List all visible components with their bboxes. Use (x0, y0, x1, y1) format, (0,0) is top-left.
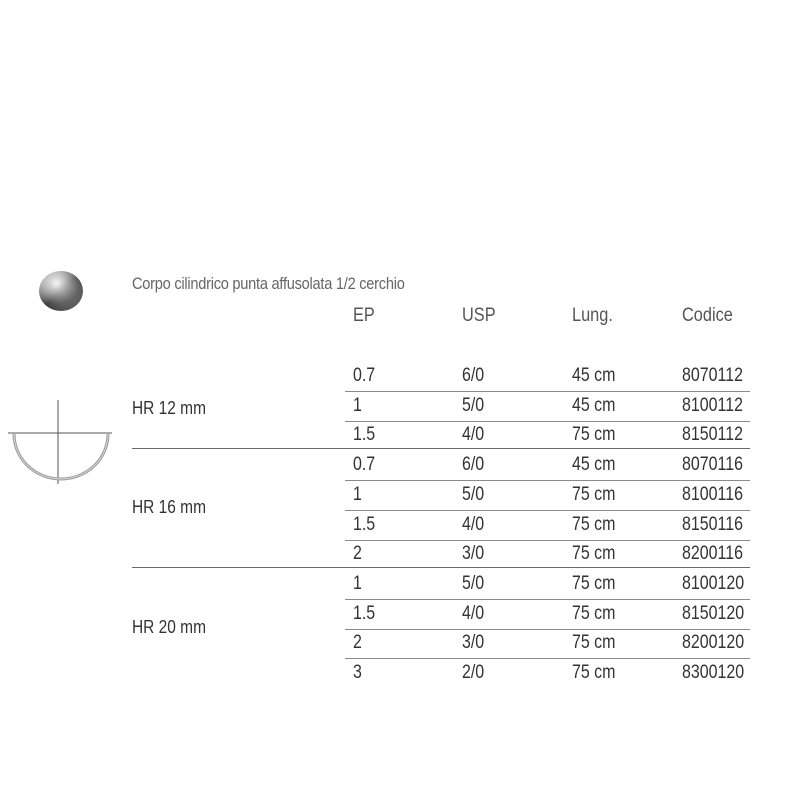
cell-code: 8300120 (682, 662, 745, 683)
cell-ep: 2 (353, 543, 362, 565)
row-divider (345, 540, 750, 541)
row-divider (345, 658, 750, 659)
cell-code: 8100112 (682, 394, 743, 416)
cell-code: 8150112 (682, 424, 743, 446)
cell-usp: 6/0 (462, 365, 485, 386)
cell-usp: 3/0 (462, 632, 485, 654)
cell-ep: 0.7 (353, 454, 376, 476)
row-divider (345, 421, 750, 422)
cell-ep: 0.7 (353, 365, 376, 386)
cell-usp: 5/0 (462, 483, 485, 505)
cell-code: 8150116 (682, 513, 743, 535)
row-divider (345, 391, 750, 392)
cell-usp: 4/0 (462, 513, 485, 535)
section-title: Corpo cilindrico punta affusolata 1/2 cerchio (132, 274, 405, 293)
cell-code: 8070112 (682, 365, 743, 386)
cell-ep: 1 (353, 572, 362, 594)
cell-length: 45 cm (572, 365, 616, 386)
cell-ep: 1.5 (353, 424, 376, 446)
cell-code: 8200116 (682, 543, 743, 565)
cell-usp: 3/0 (462, 543, 485, 565)
cell-code: 8150120 (682, 602, 745, 624)
cell-ep: 3 (353, 662, 362, 683)
row-divider (345, 480, 750, 481)
row-divider (345, 599, 750, 600)
half-circle-needle-icon (8, 398, 114, 488)
group-divider (132, 448, 750, 449)
cell-usp: 6/0 (462, 454, 485, 476)
cell-ep: 2 (353, 632, 362, 654)
cylindrical-needle-cross-section-icon (38, 270, 86, 312)
cell-length: 75 cm (572, 424, 616, 446)
cell-usp: 4/0 (462, 424, 485, 446)
cell-ep: 1.5 (353, 513, 376, 535)
group-label-hr12: HR 12 mm (132, 398, 206, 418)
cell-length: 75 cm (572, 572, 616, 594)
column-header-code: Codice (682, 305, 733, 326)
group-divider (132, 567, 750, 568)
cell-ep: 1 (353, 394, 362, 416)
row-divider (345, 629, 750, 630)
cell-code: 8200120 (682, 632, 745, 654)
cell-code: 8100120 (682, 572, 745, 594)
cell-length: 75 cm (572, 483, 616, 505)
cell-length: 75 cm (572, 662, 616, 683)
column-header-usp: USP (462, 305, 496, 326)
cell-code: 8070116 (682, 454, 743, 476)
cell-length: 75 cm (572, 543, 616, 565)
row-divider (345, 510, 750, 511)
cell-usp: 2/0 (462, 662, 485, 683)
group-label-hr16: HR 16 mm (132, 497, 206, 517)
cell-length: 75 cm (572, 632, 616, 654)
cell-usp: 5/0 (462, 394, 485, 416)
cell-length: 45 cm (572, 454, 616, 476)
cell-length: 75 cm (572, 602, 616, 624)
cell-length: 75 cm (572, 513, 616, 535)
column-header-ep: EP (353, 305, 375, 326)
column-header-length: Lung. (572, 305, 613, 326)
cell-length: 45 cm (572, 394, 616, 416)
group-label-hr20: HR 20 mm (132, 617, 206, 637)
cell-ep: 1 (353, 483, 362, 505)
cell-usp: 4/0 (462, 602, 485, 624)
cell-ep: 1.5 (353, 602, 376, 624)
cell-usp: 5/0 (462, 572, 485, 594)
cell-code: 8100116 (682, 483, 743, 505)
